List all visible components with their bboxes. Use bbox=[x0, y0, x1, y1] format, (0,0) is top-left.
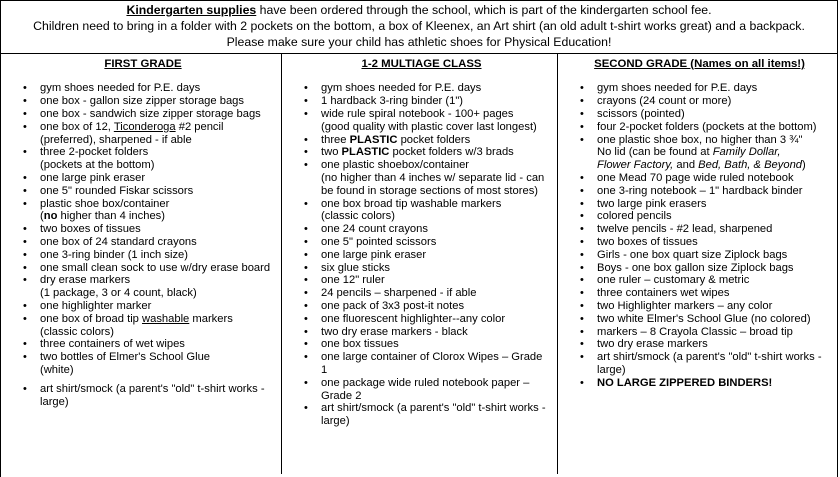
list-item: • crayons (24 count or more) bbox=[568, 95, 831, 108]
list-item: • one box tissues bbox=[292, 338, 551, 351]
list-item: • 24 pencils – sharpened - if able bbox=[292, 287, 551, 300]
list-item: • one large pink eraser bbox=[11, 172, 275, 185]
list-item: • one box - sandwich size zipper storage bags bbox=[11, 108, 275, 121]
list-item: • two dry erase markers - black bbox=[292, 326, 551, 339]
list-item: • one box of 24 standard crayons bbox=[11, 236, 275, 249]
list-item: • two dry erase markers bbox=[568, 338, 831, 351]
list-item: • six glue sticks bbox=[292, 262, 551, 275]
list-item bbox=[11, 313, 275, 339]
list-item: • three containers of wet wipes bbox=[11, 338, 275, 351]
list-item: • one 24 count crayons bbox=[292, 223, 551, 236]
family-dollar-text: Family Dollar, bbox=[712, 146, 781, 159]
washable-text: washable bbox=[142, 312, 190, 325]
bed-bath-text: Bed, Bath, & Beyond bbox=[698, 159, 803, 172]
list-item: • plastic shoe box/container (no higher than 4 inches) bbox=[11, 198, 275, 224]
list-item bbox=[292, 108, 551, 134]
grade-columns bbox=[1, 54, 837, 474]
list-item bbox=[292, 134, 551, 147]
item-text: pocket folders bbox=[397, 133, 471, 146]
second-grade-list bbox=[568, 82, 831, 389]
item-subtext: (preferred), sharpened - if able bbox=[40, 133, 192, 146]
list-item: • one ruler – customary & metric bbox=[568, 274, 831, 287]
item-text: one plastic shoebox/container bbox=[321, 159, 470, 172]
list-item: • one large pink eraser bbox=[292, 249, 551, 262]
list-item: • gym shoes needed for P.E. days bbox=[11, 82, 275, 95]
list-item: • art shirt/smock (a parent's "old" t-shirt works - large) bbox=[568, 351, 831, 377]
intro-block bbox=[1, 0, 837, 54]
list-item: • art shirt/smock (a parent's "old" t-shirt works - large) bbox=[292, 402, 551, 428]
item-text: two bottles of Elmer's School Glue bbox=[40, 351, 211, 364]
plastic-bold: PLASTIC bbox=[349, 133, 398, 146]
item-text: one box broad tip washable markers bbox=[321, 197, 502, 210]
list-item: • one 3-ring binder (1 inch size) bbox=[11, 249, 275, 262]
item-text: plastic shoe box/container bbox=[40, 197, 170, 210]
plastic-bold: PLASTIC bbox=[341, 146, 390, 159]
kindergarten-supplies-title: Kindergarten supplies bbox=[126, 3, 257, 17]
item-text: three 2-pocket folders bbox=[40, 146, 149, 159]
multiage-heading: 1-2 MULTIAGE CLASS bbox=[361, 57, 482, 70]
list-item: • one fluorescent highlighter--any color bbox=[292, 313, 551, 326]
item-subtext: higher than 4 inches) bbox=[57, 210, 165, 223]
list-item: • one 3-ring notebook – 1" hardback binder bbox=[568, 185, 831, 198]
list-item bbox=[11, 351, 275, 377]
list-item: • Girls - one box quart size Ziplock bags bbox=[568, 249, 831, 262]
list-item: • one Mead 70 page wide ruled notebook bbox=[568, 172, 831, 185]
list-item: • twelve pencils - #2 lead, sharpened bbox=[568, 223, 831, 236]
list-item: • two boxes of tissues bbox=[11, 223, 275, 236]
item-text: #2 pencil bbox=[175, 120, 224, 133]
multiage-list bbox=[292, 82, 551, 428]
list-item bbox=[292, 198, 551, 224]
item-subtext: (classic colors) bbox=[40, 325, 114, 338]
item-text: dry erase markers bbox=[40, 274, 131, 287]
list-item bbox=[292, 159, 551, 197]
list-item: • one small clean sock to use w/dry erase board bbox=[11, 262, 275, 275]
first-grade-list bbox=[11, 82, 275, 408]
item-text: one box of broad tip bbox=[40, 312, 139, 325]
list-item: • colored pencils bbox=[568, 210, 831, 223]
item-text: two bbox=[321, 146, 339, 159]
list-item bbox=[568, 377, 831, 390]
list-item: • three containers wet wipes bbox=[568, 287, 831, 300]
intro-line-3: Please make sure your child has athletic shoes for Physical Education! bbox=[226, 35, 612, 50]
list-item bbox=[292, 146, 551, 159]
item-text: one box of 12, bbox=[40, 120, 111, 133]
item-text: three bbox=[321, 133, 347, 146]
list-item: • two large pink erasers bbox=[568, 198, 831, 211]
intro-line-2: Children need to bring in a folder with 2 pockets on the bottom, a box of Kleenex, an Art shirt (an old adult t-shirt works great) and a backpack. bbox=[33, 19, 805, 34]
list-item: • one box - gallon size zipper storage bags bbox=[11, 95, 275, 108]
list-item: • four 2-pocket folders (pockets at the bottom) bbox=[568, 121, 831, 134]
list-item: • Boys - one box gallon size Ziplock bags bbox=[568, 262, 831, 275]
list-item: • one highlighter marker bbox=[11, 300, 275, 313]
item-text: one plastic shoe box, no higher than 3 ¾" bbox=[597, 133, 803, 146]
list-item: • one package wide ruled notebook paper – Grade 2 bbox=[292, 377, 551, 403]
item-subtext: No lid (can be found at bbox=[597, 146, 713, 159]
list-item: • one 5" rounded Fiskar scissors bbox=[11, 185, 275, 198]
list-item: • markers – 8 Crayola Classic – broad tip bbox=[568, 326, 831, 339]
list-item: • two Highlighter markers – any color bbox=[568, 300, 831, 313]
item-text: pocket folders w/3 brads bbox=[389, 146, 514, 159]
item-subtext: (good quality with plastic cover last longest) bbox=[321, 120, 537, 133]
list-item: • one large container of Clorox Wipes – Grade 1 bbox=[292, 351, 551, 377]
item-text: wide rule spiral notebook - 100+ pages bbox=[321, 108, 514, 120]
list-item: • scissors (pointed) bbox=[568, 108, 831, 121]
list-item: • gym shoes needed for P.E. days bbox=[292, 82, 551, 95]
second-grade-heading: SECOND GRADE (Names on all items!) bbox=[594, 57, 805, 70]
multiage-column bbox=[282, 54, 558, 474]
item-subtext: (pockets at the bottom) bbox=[40, 159, 155, 172]
list-item: • 1 hardback 3-ring binder (1") bbox=[292, 95, 551, 108]
flower-factory-text: Flower Factory, bbox=[597, 159, 674, 172]
item-subtext: and bbox=[673, 159, 699, 172]
list-item: • one pack of 3x3 post-it notes bbox=[292, 300, 551, 313]
no-zippered-binders-warning: NO LARGE ZIPPERED BINDERS! bbox=[597, 376, 773, 389]
item-subtext: (1 package, 3 or 4 count, black) bbox=[40, 287, 197, 300]
list-item: • one 12" ruler bbox=[292, 274, 551, 287]
second-grade-column bbox=[558, 54, 837, 474]
list-item: • two white Elmer's School Glue (no colored) bbox=[568, 313, 831, 326]
first-grade-heading: FIRST GRADE bbox=[104, 57, 182, 70]
item-text: markers bbox=[189, 312, 233, 325]
list-item: • art shirt/smock (a parent's "old" t-shirt works - large) bbox=[11, 383, 275, 409]
intro-line-1-text: have been ordered through the school, which is part of the kindergarten school fee. bbox=[256, 3, 712, 17]
list-item: • one 5" pointed scissors bbox=[292, 236, 551, 249]
item-subtext: (white) bbox=[40, 363, 74, 376]
intro-line-1 bbox=[5, 2, 833, 18]
item-subtext: ) bbox=[802, 159, 806, 172]
item-subtext: (classic colors) bbox=[321, 210, 395, 223]
first-grade-column bbox=[1, 54, 282, 474]
list-item: • gym shoes needed for P.E. days bbox=[568, 82, 831, 95]
list-item bbox=[11, 121, 275, 147]
item-subtext: (no higher than 4 inches w/ separate lid - can be found in storage sections of most stores) bbox=[321, 171, 545, 197]
list-item bbox=[11, 146, 275, 172]
list-item bbox=[568, 134, 831, 172]
item-bold: no bbox=[43, 210, 58, 223]
ticonderoga-text: Ticonderoga bbox=[113, 120, 176, 133]
list-item bbox=[11, 274, 275, 300]
list-item: • two boxes of tissues bbox=[568, 236, 831, 249]
